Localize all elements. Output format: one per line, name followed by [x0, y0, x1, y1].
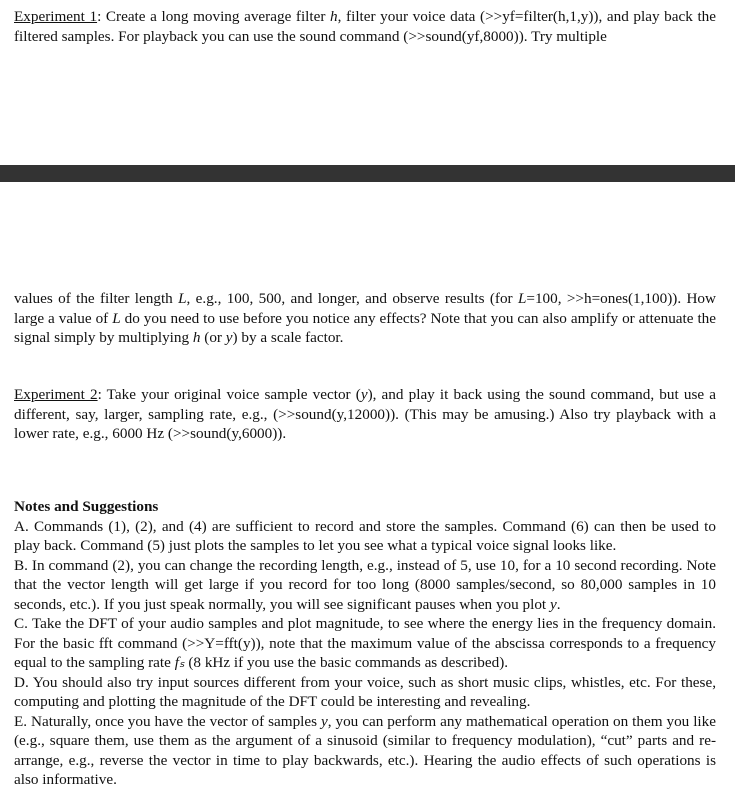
experiment1-paragraph: [14, 7, 716, 46]
experiment2-title: Experiment 2: [14, 386, 98, 403]
exp1c-part1: values of the filter length: [14, 290, 179, 307]
exp2-part1: : Take your original voice sample vector (: [97, 386, 361, 403]
note-e-part1: E. Naturally, once you have the vector of samples: [14, 712, 321, 730]
experiment1-text-part1: : Create a long moving average filter: [97, 8, 331, 25]
note-c-part1: C. Take the DFT of your audio samples and plot magnitude, to see where the energy lies in the frequency domain. For the basic fft command (>>Y=fft(y)), note that the maximum value of the abscissa corresponds to a frequency equal to the sampling rate: [14, 615, 716, 671]
note-b: [14, 556, 716, 615]
exp1c-part6: ) by a scale factor.: [232, 329, 344, 346]
experiment2-paragraph: [14, 385, 716, 444]
exp1c-part2: , e.g., 100, 500, and longer, and observe results (for: [186, 290, 518, 307]
exp1c-var-L1: L: [178, 290, 187, 307]
experiment1-text-part2: , filter your voice data (>>yf=filter(h,1,y)), and play back the filtered samples. For playback you can use the sound command (>>sound(yf,8000)). Try multiple: [14, 8, 716, 45]
note-b-var-y: y: [549, 595, 557, 613]
note-c-var-fs: fₛ: [174, 654, 185, 671]
experiment1-text: [14, 7, 716, 46]
notes-heading: Notes and Suggestions: [14, 498, 159, 515]
notes-section: [14, 497, 716, 790]
note-c-part2: (8 kHz if you use the basic commands as described).: [184, 654, 509, 671]
exp2-part2: ), and play it back using the sound command, but use a different, say, larger, sampling rate, e.g., (>>sound(y,12000)). (This may be amusing.) Also try playback with a lower rate, e.g., 6000 Hz (>>sound(y,6000)).: [14, 386, 716, 442]
exp1c-var-h: h: [192, 329, 201, 346]
note-e-part2: , you can perform any mathematical operation on them you like (e.g., square them, use them as the argument of a sinusoid (similar to frequency modulation), “cut” parts and re-arrange, e.g., reverse the vector in time to play backwards, etc.). Hearing the audio effects of such operations is also informative.: [14, 712, 716, 788]
note-c: [14, 614, 716, 673]
note-d: D. You should also try input sources different from your voice, such as short music clips, whistles, etc. For these, computing and plotting the magnitude of the DFT could be interesting and revealing.: [14, 673, 716, 710]
exp1c-part3: =100, >>h=ones(1,100)). How large a value of: [14, 290, 716, 327]
exp1c-var-y: y: [225, 329, 233, 346]
experiment1-var-h: h: [330, 8, 338, 25]
exp1c-var-L2: L: [517, 290, 527, 307]
dark-divider-band: [0, 165, 735, 182]
experiment2-text: [14, 385, 716, 444]
exp1c-part5: (or: [200, 329, 226, 346]
note-e-var-y: y: [320, 712, 328, 730]
exp1c-part4: do you need to use before you notice any effects? Note that you can also amplify or attenuate the signal simply by multiplying: [14, 309, 716, 346]
exp2-var-y: y: [360, 386, 368, 403]
experiment1-title: Experiment 1: [14, 8, 98, 25]
note-b-part2: .: [556, 595, 561, 613]
note-b-part1: B. In command (2), you can change the recording length, e.g., instead of 5, use 10, for a 10 second recording. Note that the vector length will get large if you record for too long (8000 samples/second, so 80,000 samples in 10 seconds, etc.). If you just speak normally, you will see significant pauses when you plot: [14, 556, 716, 613]
note-e: [14, 712, 716, 790]
exp1c-var-L3: L: [112, 309, 121, 327]
experiment1-continued-paragraph: [14, 289, 716, 348]
experiment1-continued-text: [14, 289, 716, 348]
note-a: A. Commands (1), (2), and (4) are sufficient to record and store the samples. Command (6) can then be used to play back. Command (5) just plots the samples to let you see what a typical voice signal looks like.: [14, 517, 716, 554]
